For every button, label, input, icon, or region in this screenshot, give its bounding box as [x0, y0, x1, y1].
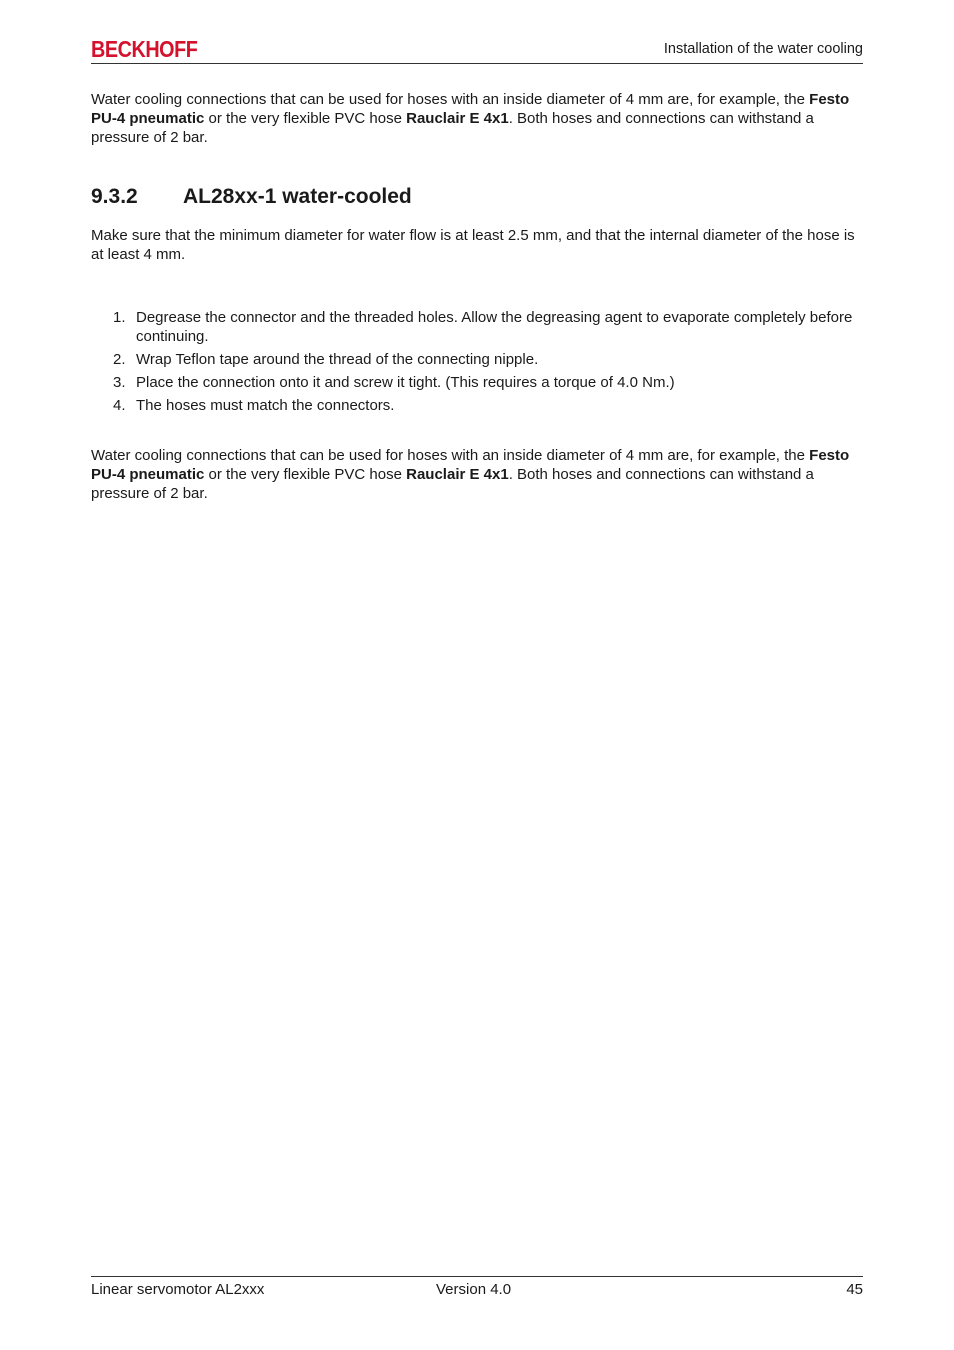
header-section-title: Installation of the water cooling — [663, 41, 863, 57]
list-item — [110, 373, 863, 392]
closing-text-2: or the very flexible PVC hose — [204, 466, 407, 483]
closing-bold-festo: Festo PU-4 pneumatic — [91, 447, 850, 483]
intro-paragraph — [91, 90, 863, 147]
step-number: 4. — [113, 397, 126, 414]
step-number: 2. — [113, 351, 126, 368]
intro-bold-rauclair: Rauclair E 4x1 — [406, 110, 509, 127]
section-number: 9.3.2 — [91, 185, 138, 208]
closing-bold-rauclair: Rauclair E 4x1 — [406, 466, 509, 483]
footer-product: Linear servomotor AL2xxx — [91, 1281, 265, 1298]
step-number: 3. — [113, 374, 126, 391]
list-item — [110, 396, 863, 415]
footer-version: Version 4.0 — [436, 1281, 512, 1298]
intro-text-3: . Both hoses and connections can withstand a pressure of 2 bar. — [91, 110, 814, 146]
intro-text-1: Water cooling connections that can be used for hoses with an inside diameter of 4 mm are, for example, the — [91, 91, 810, 108]
footer-page-number: 45 — [846, 1281, 863, 1298]
step-text: The hoses must match the connectors. — [136, 397, 395, 414]
step-text: Wrap Teflon tape around the thread of the connecting nipple. — [136, 351, 539, 368]
step-text: Degrease the connector and the threaded holes. Allow the degreasing agent to evaporate completely before continuing. — [136, 309, 853, 345]
closing-text-1: Water cooling connections that can be used for hoses with an inside diameter of 4 mm are, for example, the — [91, 447, 810, 464]
step-number: 1. — [113, 309, 126, 326]
section-title: AL28xx-1 water-cooled — [183, 185, 412, 208]
intro-bold-festo: Festo PU-4 pneumatic — [91, 91, 850, 127]
closing-text-3: . Both hoses and connections can withstand a pressure of 2 bar. — [91, 466, 814, 502]
header-rule — [91, 63, 863, 64]
section-heading — [91, 185, 412, 209]
steps-list — [110, 308, 863, 419]
intro-text-2: or the very flexible PVC hose — [204, 110, 407, 127]
footer-rule — [91, 1276, 863, 1277]
step-text: Place the connection onto it and screw it tight. (This requires a torque of 4.0 Nm.) — [136, 374, 675, 391]
beckhoff-logo: BECKHOFF — [91, 36, 198, 62]
list-item — [110, 350, 863, 369]
requirement-paragraph: Make sure that the minimum diameter for water flow is at least 2.5 mm, and that the internal diameter of the hose is at least 4 mm. — [91, 227, 855, 263]
list-item — [110, 308, 863, 346]
closing-paragraph — [91, 446, 863, 503]
